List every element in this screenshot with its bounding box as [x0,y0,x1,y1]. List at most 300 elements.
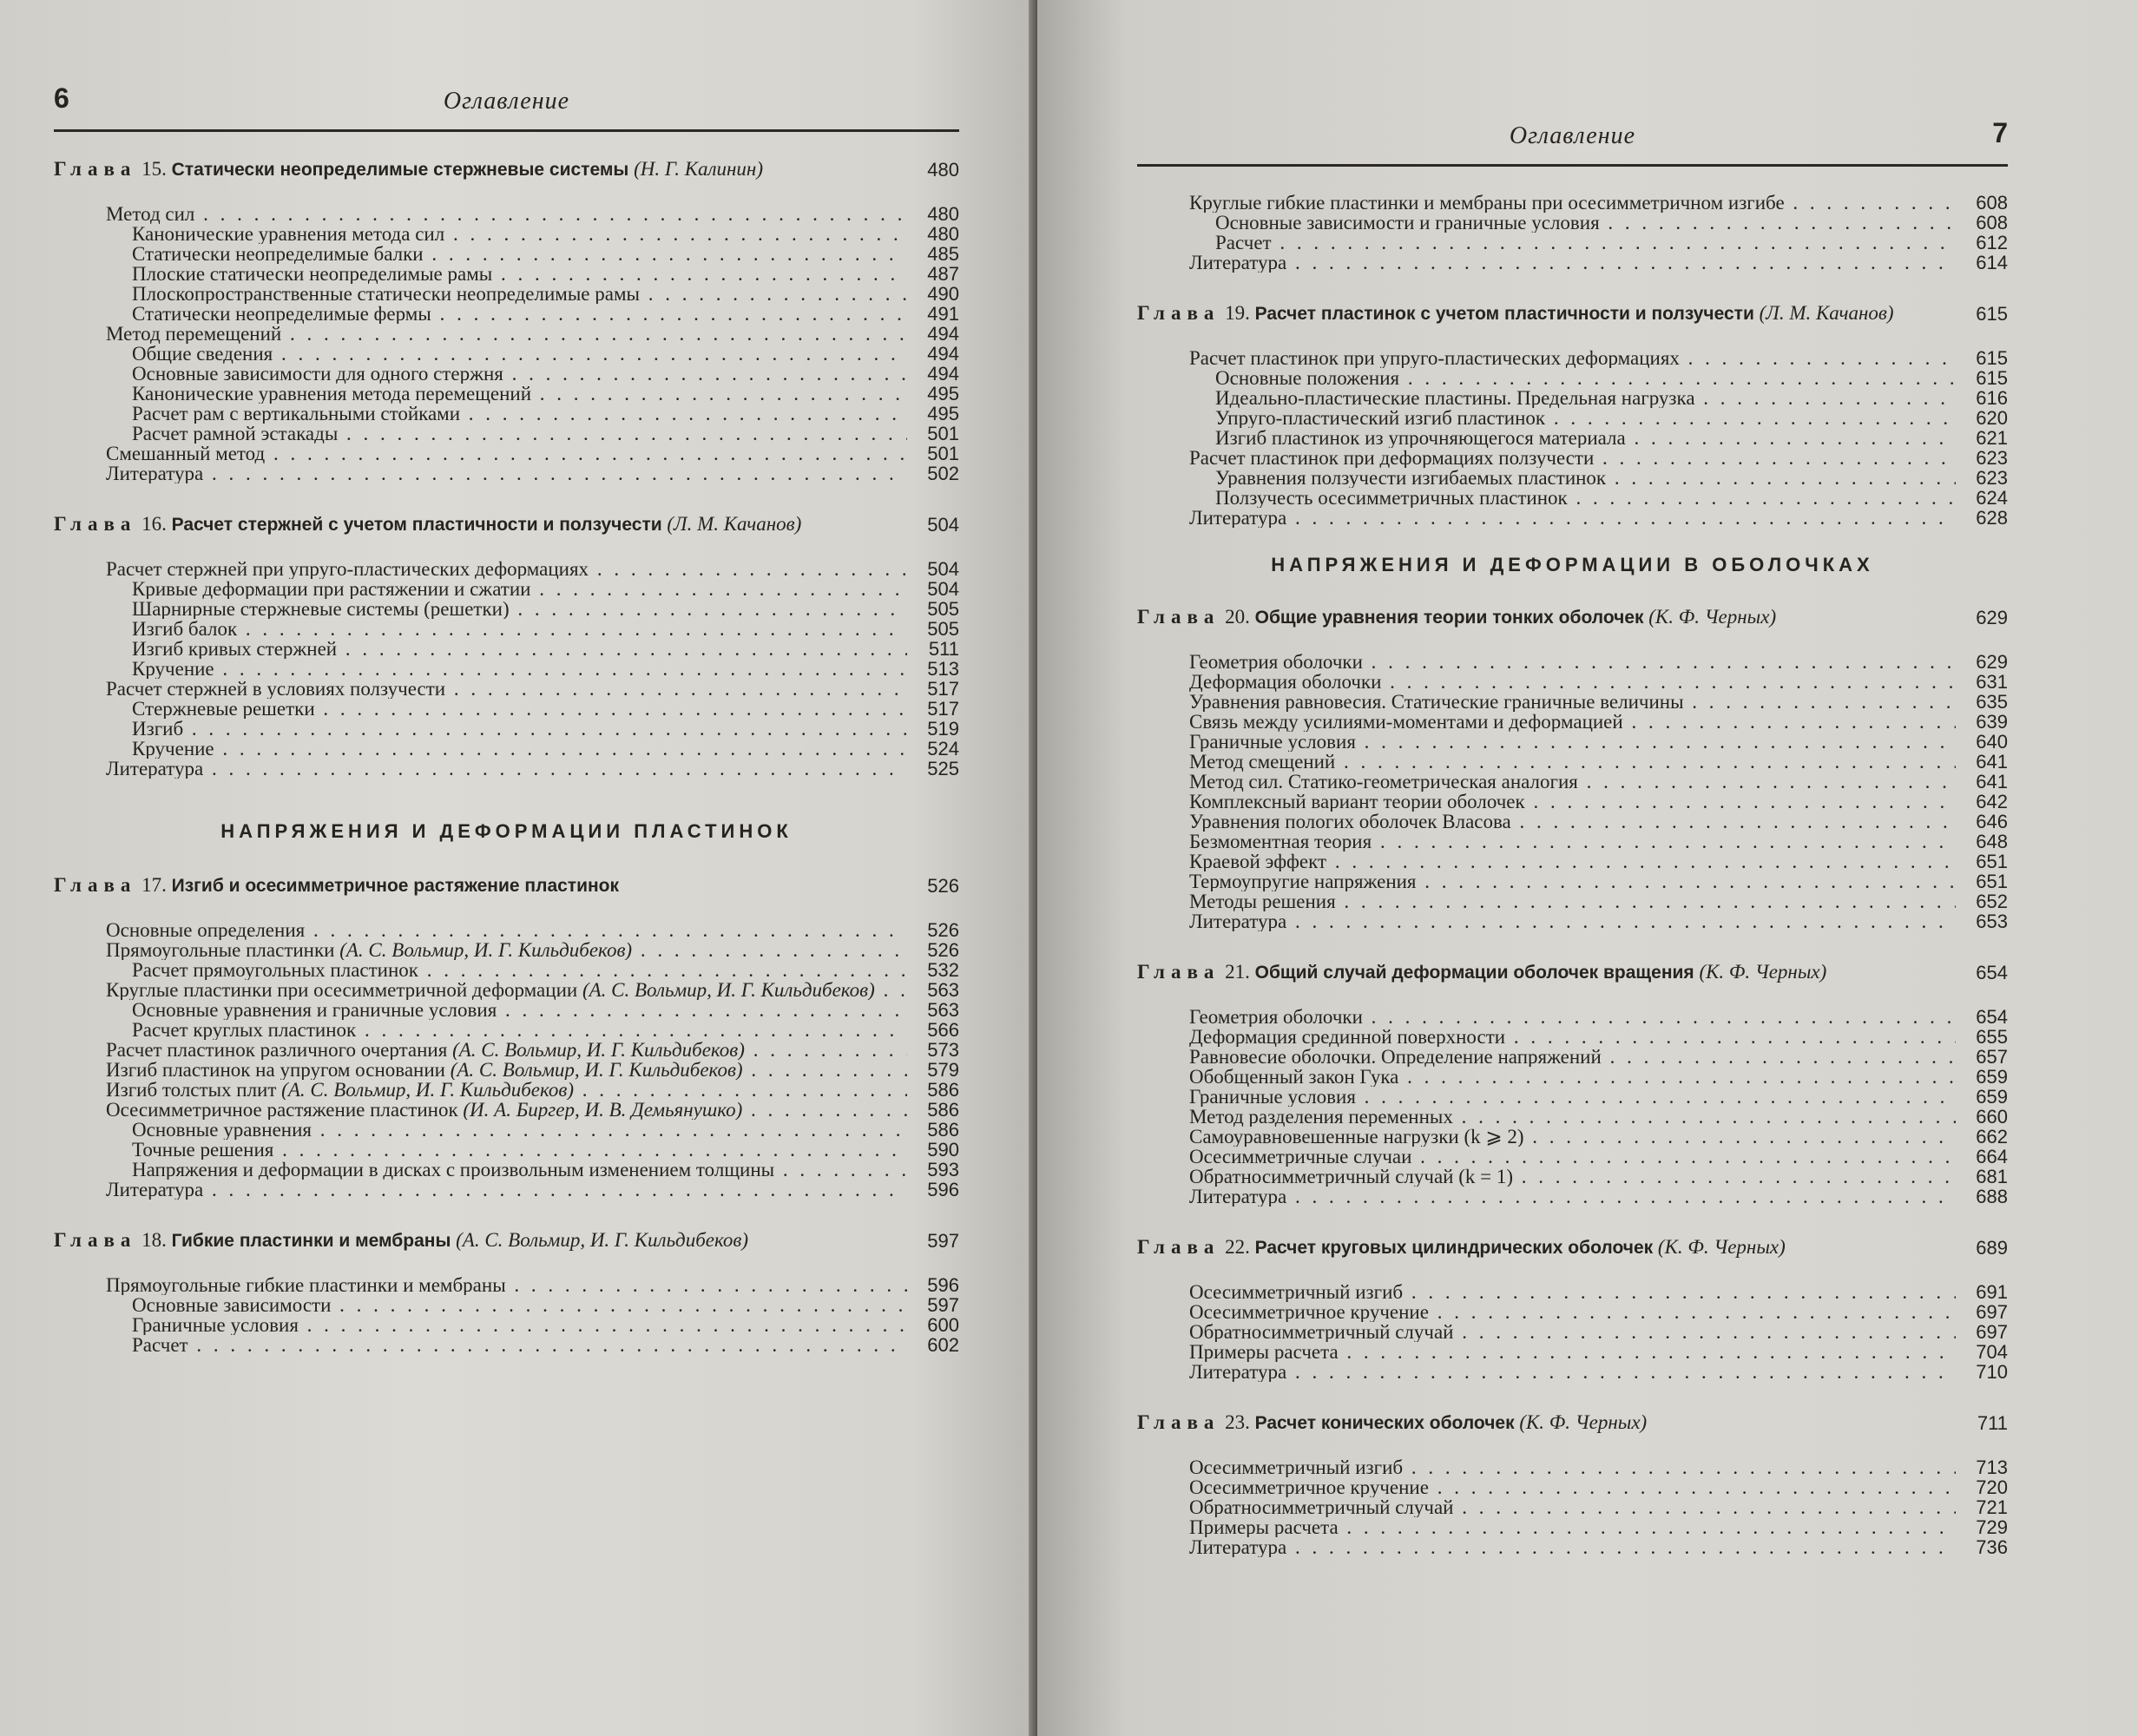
entry-text [1215,408,1956,428]
toc-entry [54,404,959,424]
page-ref: 720 [1976,1476,2008,1498]
page-ref: 713 [1976,1457,2008,1478]
toc-entry [54,344,959,364]
toc-entry [1137,1497,2008,1517]
toc-entry [1137,193,2008,213]
page-ref: 608 [1976,192,2008,214]
toc-entry [54,304,959,324]
page-ref: 623 [1976,467,2008,489]
entry-text [1189,448,1956,468]
toc-entry [54,960,959,980]
page-ref: 641 [1976,751,2008,773]
toc-entry [54,1080,959,1100]
entry-text [1189,1457,1956,1477]
toc-entry [1137,1127,2008,1147]
toc-entry [1137,812,2008,832]
entry-text [1189,792,1956,812]
chapter-label: Глава [54,874,137,896]
page-ref: 612 [1976,232,2008,253]
entry-title: Осесимметричное растяжение пластинок [106,1100,458,1120]
entry-title: Примеры расчета [1189,1517,1339,1537]
page-ref: 652 [1976,891,2008,912]
entry-title: Точные решения [132,1140,274,1160]
entry-text [1189,891,1956,911]
entry-text [132,1295,907,1315]
toc-entry [54,559,959,579]
page-ref: 485 [927,243,959,265]
chapter-title: Статически неопределимые стержневые системы [171,160,629,180]
page-ref: 597 [927,1294,959,1316]
entry-title: Метод смещений [1189,752,1336,772]
chapter-heading [54,513,959,536]
page-ref: 629 [1976,607,2008,628]
toc-entry [1137,1087,2008,1107]
entry-title: Расчет пластинок при деформациях ползучести [1189,448,1595,468]
toc-entry [54,1160,959,1180]
toc-entry [1137,911,2008,931]
chapter-heading-text [1137,1411,1956,1435]
page-ref: 721 [1976,1496,2008,1518]
toc-entry [54,1060,959,1080]
page-ref: 490 [927,283,959,305]
page-ref: 504 [927,558,959,580]
entry-title: Литература [106,1180,204,1200]
chapter-title: Гибкие пластинки и мембраны [171,1231,451,1251]
page-ref: 711 [1977,1412,2008,1434]
toc-entry [54,1120,959,1140]
entry-text [132,244,907,264]
entry-title: Канонические уравнения метода перемещений [132,384,532,404]
toc-entry [54,719,959,739]
toc-entry [54,579,959,599]
entry-text [106,1100,907,1120]
entry-text [106,1080,907,1100]
entry-text [1189,832,1956,852]
entry-text [1189,1147,1956,1167]
entry-title: Литература [1189,1362,1287,1382]
entry-title: Расчет стержней при упруго-пластических деформациях [106,559,589,579]
entry-text [1189,1342,1956,1362]
entry-title: Комплексный вариант теории оболочек [1189,792,1525,812]
page-ref: 524 [927,738,959,760]
toc-entry [54,384,959,404]
entry-title: Граничные условия [132,1315,299,1335]
entry-text [1189,1362,1956,1382]
toc-entry [1137,253,2008,273]
entry-text [106,679,907,699]
toc-entry [54,679,959,699]
entry-title: Обобщенный закон Гука [1189,1067,1399,1087]
toc-entry [1137,712,2008,732]
page-ref: 689 [1976,1237,2008,1259]
entry-title: Уравнения пологих оболочек Власова [1189,812,1511,832]
entry-text [106,1040,907,1060]
toc-entry [1137,1067,2008,1087]
chapter-heading [1137,302,2008,326]
entry-text [132,1335,907,1355]
entry-title: Расчет рамной эстакады [132,424,339,444]
entry-title: Изгиб балок [132,619,238,639]
chapter-author: (К. Ф. Черных) [1648,606,1777,628]
entry-text [1215,428,1956,448]
entry-text [1189,1282,1956,1302]
page-ref: 681 [1976,1166,2008,1187]
entry-text [132,304,907,324]
entry-title: Литература [106,759,204,779]
page-ref: 491 [927,303,959,325]
entry-text [1189,871,1956,891]
page-ref: 600 [927,1314,959,1336]
toc-entry [1137,652,2008,672]
toc-entry [1137,1302,2008,1322]
entry-title: Основные зависимости для одного стержня [132,364,503,384]
page-ref: 495 [927,403,959,424]
entry-text [106,940,907,960]
chapter-heading-text [1137,606,1956,629]
chapter-number: 23. [1225,1411,1250,1433]
entry-title: Метод разделения переменных [1189,1107,1453,1127]
chapter-number: 18. [141,1229,167,1251]
entry-text [1189,1007,1956,1027]
entry-author: (А. С. Вольмир, И. Г. Кильдибеков) [450,1060,743,1080]
toc-entry [54,659,959,679]
entry-title: Обратносимметричный случай (k = 1) [1189,1167,1514,1187]
entry-text [132,719,907,739]
page-ref: 641 [1976,771,2008,792]
toc-entry [54,324,959,344]
entry-title: Осесимметричные случаи [1189,1147,1412,1167]
page-ref: 710 [1976,1361,2008,1383]
entry-title: Метод сил. Статико-геометрическая аналогия [1189,772,1578,792]
page-ref: 526 [927,919,959,941]
entry-text [132,224,907,244]
toc-entry [54,364,959,384]
toc-entry [1137,368,2008,388]
entry-text [106,324,907,344]
toc-entry [1137,692,2008,712]
entry-text [1189,852,1956,871]
toc-entry [54,284,959,304]
entry-text [1189,692,1956,712]
page-ref: 494 [927,363,959,385]
entry-text [1189,193,1956,213]
chapter-title: Общие уравнения теории тонких оболочек [1254,608,1644,628]
entry-text [1189,1517,1956,1537]
chapter-label: Глава [54,513,137,535]
entry-title: Расчет пластинок при упруго-пластических деформациях [1189,348,1680,368]
toc-entry [1137,1167,2008,1187]
entry-text [106,559,907,579]
page-ref: 659 [1976,1086,2008,1108]
entry-text [1189,732,1956,752]
entry-title: Изгиб пластинок на упругом основании [106,1060,445,1080]
page-ref: 642 [1976,791,2008,812]
toc-entry [1137,732,2008,752]
toc-entry [1137,832,2008,852]
entry-title: Расчет стержней в условиях ползучести [106,679,446,699]
entry-text [132,1020,907,1040]
entry-text [1189,1087,1956,1107]
entry-title: Стержневые решетки [132,699,315,719]
entry-title: Литература [1189,253,1287,273]
toc-entry [54,204,959,224]
page-ref: 691 [1976,1281,2008,1303]
page-ref: 616 [1976,387,2008,409]
entry-text [1215,233,1956,253]
toc-entry [54,639,959,659]
entry-text [1189,253,1956,273]
chapter-author: (Л. М. Качанов) [667,513,802,535]
toc-entry [54,739,959,759]
entry-title: Изгиб толстых плит [106,1080,277,1100]
entry-title: Осесимметричный изгиб [1189,1457,1404,1477]
toc-list [54,158,959,1355]
entry-text [132,1140,907,1160]
toc-entry [1137,871,2008,891]
entry-text [1189,1127,1956,1147]
section-title: НАПРЯЖЕНИЯ И ДЕФОРМАЦИИ В ОБОЛОЧКАХ [1271,554,1874,575]
entry-title: Упруго-пластический изгиб пластинок [1215,408,1546,428]
chapter-number: 17. [141,874,167,896]
entry-author: (А. С. Вольмир, И. Г. Кильдибеков) [281,1080,575,1100]
entry-title: Круглые гибкие пластинки и мембраны при осесимметричном изгибе [1189,193,1785,213]
chapter-author: (Н. Г. Калинин) [634,158,763,180]
entry-title: Изгиб пластинок из упрочняющегося материала [1215,428,1626,448]
entry-text [106,1060,907,1080]
entry-author: (А. С. Вольмир, И. Г. Кильдибеков) [582,980,875,1000]
chapter-heading-text [1137,961,1956,984]
toc-entry [1137,448,2008,468]
entry-text [132,1160,907,1180]
page-ref: 525 [927,758,959,779]
page-ref: 664 [1976,1146,2008,1167]
toc-entry [54,1295,959,1315]
chapter-heading [54,1229,959,1253]
right-page [1037,0,2138,1736]
entry-text [132,579,907,599]
toc-entry [54,920,959,940]
entry-text [132,364,907,384]
toc-entry [54,1040,959,1060]
toc-entry [1137,233,2008,253]
chapter-heading [1137,1411,2008,1435]
entry-text [1189,1322,1956,1342]
entry-title: Уравнения равновесия. Статические граничные величины [1189,692,1684,712]
entry-title: Связь между усилиями-моментами и деформацией [1189,712,1623,732]
running-head-title: Оглавление [443,88,570,115]
entry-text [1215,488,1956,508]
entry-title: Самоуравновешенные нагрузки (k ⩾ 2) [1189,1127,1524,1147]
page-ref: 526 [927,875,959,897]
toc-entry [54,1275,959,1295]
entry-title: Статически неопределимые балки [132,244,424,264]
page-ref: 697 [1976,1301,2008,1323]
entry-text [1189,1107,1956,1127]
page-ref: 586 [927,1079,959,1101]
entry-text [1189,508,1956,528]
toc-entry [54,464,959,483]
entry-title: Термоупругие напряжения [1189,871,1417,891]
chapter-heading-text [54,158,907,181]
page-ref: 639 [1976,711,2008,733]
page-ref: 615 [1976,347,2008,369]
page-ref: 590 [927,1139,959,1161]
toc-entry [1137,772,2008,792]
toc-entry [1137,1537,2008,1557]
entry-title: Расчет круглых пластинок [132,1020,357,1040]
page-ref: 573 [927,1039,959,1061]
page-ref: 597 [927,1230,959,1252]
running-head-title: Оглавление [1509,122,1636,149]
entry-title: Смешанный метод [106,444,266,464]
entry-text [132,599,907,619]
toc-entry [1137,408,2008,428]
page-ref: 505 [927,598,959,620]
entry-text [1215,368,1956,388]
entry-title: Расчет [132,1335,188,1355]
entry-text [132,960,907,980]
entry-text [132,1315,907,1335]
entry-text [1189,652,1956,672]
entry-title: Уравнения ползучести изгибаемых пластинок [1215,468,1607,488]
entry-text [132,264,907,284]
entry-text [106,920,907,940]
chapter-heading-text [54,874,907,898]
entry-text [132,404,907,424]
page-ref: 697 [1976,1321,2008,1343]
entry-text [1189,1047,1956,1067]
entry-text [106,1275,907,1295]
entry-text [106,204,907,224]
entry-title: Обратносимметричный случай [1189,1322,1454,1342]
toc-entry [1137,891,2008,911]
toc-entry [54,1100,959,1120]
toc-entry [1137,1517,2008,1537]
page-ref: 513 [927,658,959,680]
entry-title: Литература [1189,911,1287,931]
entry-title: Основные зависимости [132,1295,332,1315]
entry-title: Краевой эффект [1189,852,1327,871]
page-ref: 654 [1976,1006,2008,1028]
page-ref: 648 [1976,831,2008,852]
toc-entry [1137,1027,2008,1047]
entry-text [1189,712,1956,732]
page-ref: 579 [927,1059,959,1081]
page-ref: 502 [927,463,959,484]
entry-text [1189,812,1956,832]
page-ref: 504 [927,514,959,536]
entry-title: Ползучесть осесимметричных пластинок [1215,488,1568,508]
page-ref: 519 [927,718,959,740]
toc-entry [1137,1282,2008,1302]
toc-entry [1137,1147,2008,1167]
entry-title: Основные уравнения [132,1120,312,1140]
chapter-author: (Л. М. Качанов) [1759,302,1894,324]
page-ref: 651 [1976,851,2008,872]
entry-title: Граничные условия [1189,1087,1356,1107]
entry-title: Плоские статически неопределимые рамы [132,264,493,284]
chapter-title: Изгиб и осесимметричное растяжение пластинок [171,876,620,896]
entry-text [1189,1302,1956,1322]
chapter-label: Глава [54,1229,137,1251]
entry-text [1189,911,1956,931]
entry-text [1215,468,1956,488]
entry-text [1189,348,1956,368]
toc-entry [1137,1107,2008,1127]
toc-entry [54,1140,959,1160]
entry-text [132,344,907,364]
page-ref: 629 [1976,651,2008,673]
toc-entry [54,1335,959,1355]
chapter-number: 21. [1225,961,1250,983]
toc-entry [54,619,959,639]
page-ref: 628 [1976,507,2008,529]
page-ref: 517 [927,698,959,720]
entry-title: Основные зависимости и граничные условия [1215,213,1600,233]
entry-title: Геометрия оболочки [1189,652,1363,672]
entry-title: Плоскопространственные статически неопределимые рамы [132,284,640,304]
entry-title: Статически неопределимые фермы [132,304,431,324]
page-ref: 504 [927,578,959,600]
page-ref: 501 [927,443,959,464]
page-ref: 615 [1976,367,2008,389]
page-ref: 657 [1976,1046,2008,1068]
page-ref: 511 [928,638,959,660]
toc-entry [54,1180,959,1200]
page-ref: 563 [927,979,959,1001]
page-ref: 495 [927,383,959,404]
page-number: 7 [1992,117,2008,148]
page-ref: 659 [1976,1066,2008,1088]
page-ref: 704 [1976,1341,2008,1363]
chapter-author: (К. Ф. Черных) [1699,961,1827,983]
entry-title: Расчет пластинок различного очертания [106,1040,448,1060]
page-ref: 614 [1976,252,2008,273]
chapter-number: 22. [1225,1236,1250,1258]
entry-title: Прямоугольные гибкие пластинки и мембраны [106,1275,506,1295]
toc-entry [54,264,959,284]
page-ref: 729 [1976,1516,2008,1538]
page-ref: 651 [1976,871,2008,892]
entry-text [106,464,907,483]
page-ref: 640 [1976,731,2008,753]
page-ref: 654 [1976,962,2008,983]
entry-text [1189,1167,1956,1187]
page-ref: 563 [927,999,959,1021]
entry-title: Кривые деформации при растяжении и сжатии [132,579,531,599]
page-ref: 655 [1976,1026,2008,1048]
entry-text [1189,1027,1956,1047]
entry-text [106,759,907,779]
entry-title: Расчет [1215,233,1272,253]
page-ref: 596 [927,1274,959,1296]
page-ref: 593 [927,1159,959,1180]
chapter-title: Общий случай деформации оболочек вращения [1254,963,1694,983]
chapter-author: (А. С. Вольмир, И. Г. Кильдибеков) [456,1229,748,1251]
entry-text [106,1180,907,1200]
entry-text [1189,1537,1956,1557]
toc-entry [1137,1362,2008,1382]
chapter-label: Глава [1137,302,1220,324]
entry-title: Основные определения [106,920,306,940]
toc-entry [54,699,959,719]
entry-title: Идеально-пластические пластины. Предельная нагрузка [1215,388,1695,408]
page-number: 6 [54,82,69,114]
entry-title: Метод сил [106,204,195,224]
chapter-heading [54,158,959,181]
page-ref: 631 [1976,671,2008,693]
toc-entry [54,444,959,464]
